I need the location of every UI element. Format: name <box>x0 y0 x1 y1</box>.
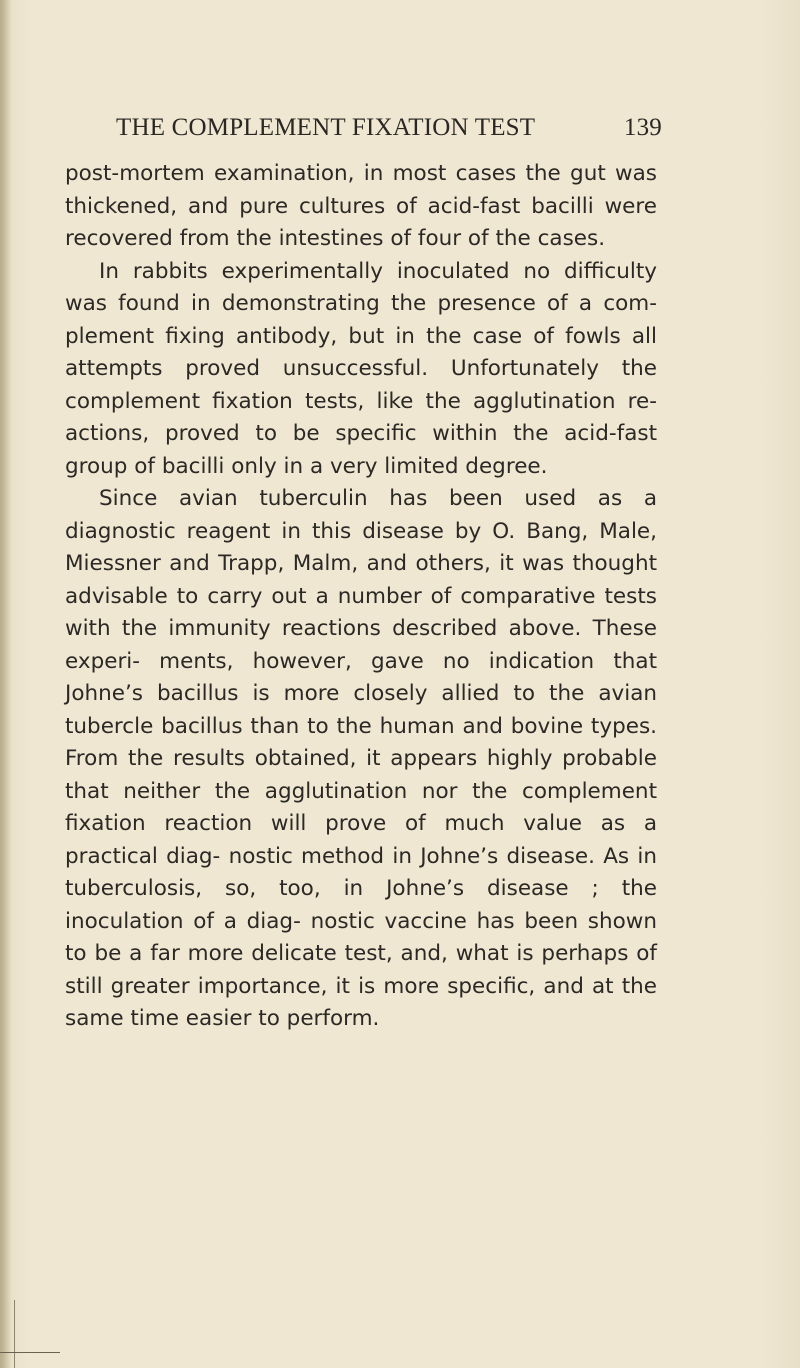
body-text <box>65 158 657 1036</box>
page-corner-line <box>0 1352 60 1353</box>
page-edge-line <box>14 1300 15 1368</box>
page-number: 139 <box>623 114 662 141</box>
paragraph-rabbits: In rabbits experimentally inoculated no difficulty was found in demonstrating the presence of a com- plement fixing antibody, but in the case of fowls all attempts proved unsuccessful. Unfortunately the complement fixation tests, like the agglutination re- actions, proved to be specific within the acid-fast group of bacilli only in a very limited degree. <box>65 258 657 479</box>
running-head <box>116 114 662 144</box>
paragraph-avian-tuberculin: Since avian tuberculin has been used as a diagnostic reagent in this disease by O. Bang, Male, Miessner and Trapp, Malm, and others, it was thought advisable to carry out a number of comparative tests with the immunity reactions described above. These experi- ments, however, gave no indication that Johne’s bacillus is more closely allied to the avian tubercle bacillus than to the human and bovine types. From the results obtained, it appears highly probable that neither the agglutination nor the complement fixation reaction will prove of much value as a practical diag- nostic method in Johne’s disease. As in tuberculosis, so, too, in Johne’s disease ; the inoculation of a diag- nostic vaccine has been shown to be a far more delicate test, and, what is perhaps of still greater importance, it is more specific, and at the same time easier to perform. <box>65 486 657 1031</box>
spine-shadow <box>0 0 12 1368</box>
paragraph-continued: post-mortem examination, in most cases the gut was thickened, and pure cultures of acid-fast bacilli were recovered from the intestines of four of the cases. <box>65 161 657 251</box>
running-head-title: THE COMPLEMENT FIXATION TEST <box>116 114 536 141</box>
